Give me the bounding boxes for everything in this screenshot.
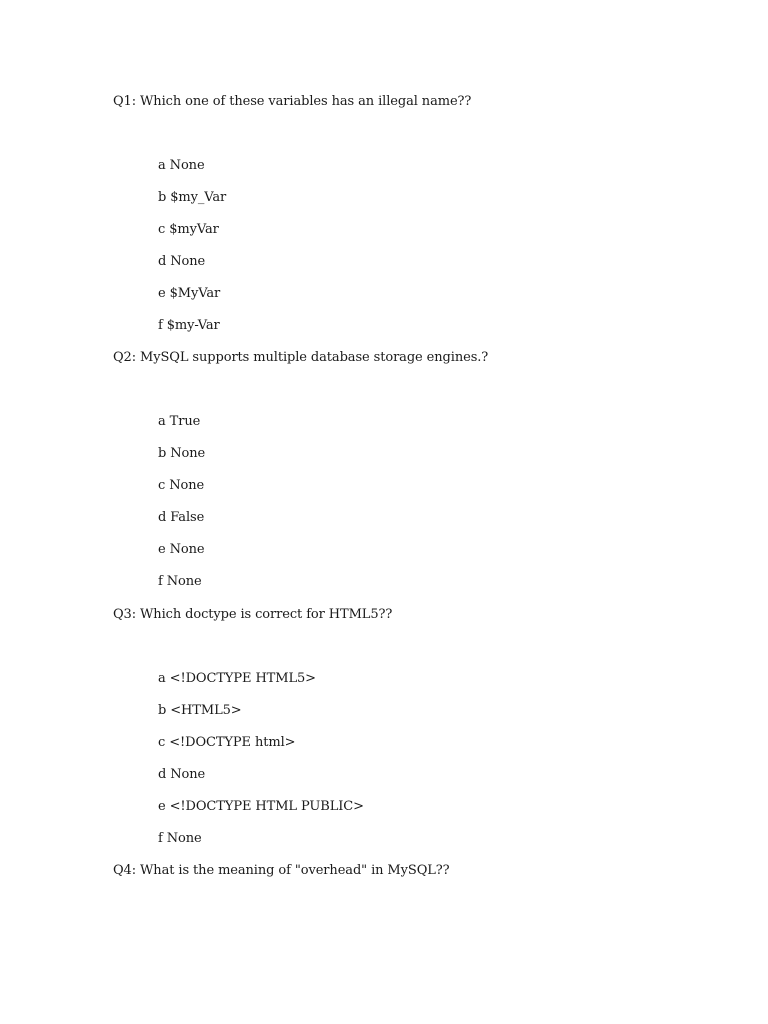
q3-option-d: d None <box>158 767 206 782</box>
q3-option-a: a <!DOCTYPE HTML5> <box>158 671 316 686</box>
question-4: Q4: What is the meaning of "overhead" in MySQL?? <box>113 863 450 878</box>
q1-option-b: b $my_Var <box>158 190 227 205</box>
q1-option-e: e $MyVar <box>158 286 221 301</box>
q2-option-c: c None <box>158 478 205 493</box>
q2-option-d: d False <box>158 510 205 525</box>
q1-option-c: c $myVar <box>158 222 219 237</box>
q1-option-d: d None <box>158 254 206 269</box>
q2-option-f: f None <box>158 574 202 589</box>
q1-option-f: f $my-Var <box>158 318 220 333</box>
q3-option-b: b <HTML5> <box>158 703 242 718</box>
question-3: Q3: Which doctype is correct for HTML5?? <box>113 607 393 622</box>
q3-option-c: c <!DOCTYPE html> <box>158 735 296 750</box>
q2-option-b: b None <box>158 446 206 461</box>
q1-option-a: a None <box>158 158 205 173</box>
q3-option-f: f None <box>158 831 202 846</box>
q2-option-e: e None <box>158 542 205 557</box>
question-2: Q2: MySQL supports multiple database storage engines.? <box>113 350 489 365</box>
question-1: Q1: Which one of these variables has an illegal name?? <box>113 94 472 109</box>
q2-option-a: a True <box>158 414 201 429</box>
q3-option-e: e <!DOCTYPE HTML PUBLIC> <box>158 799 364 814</box>
